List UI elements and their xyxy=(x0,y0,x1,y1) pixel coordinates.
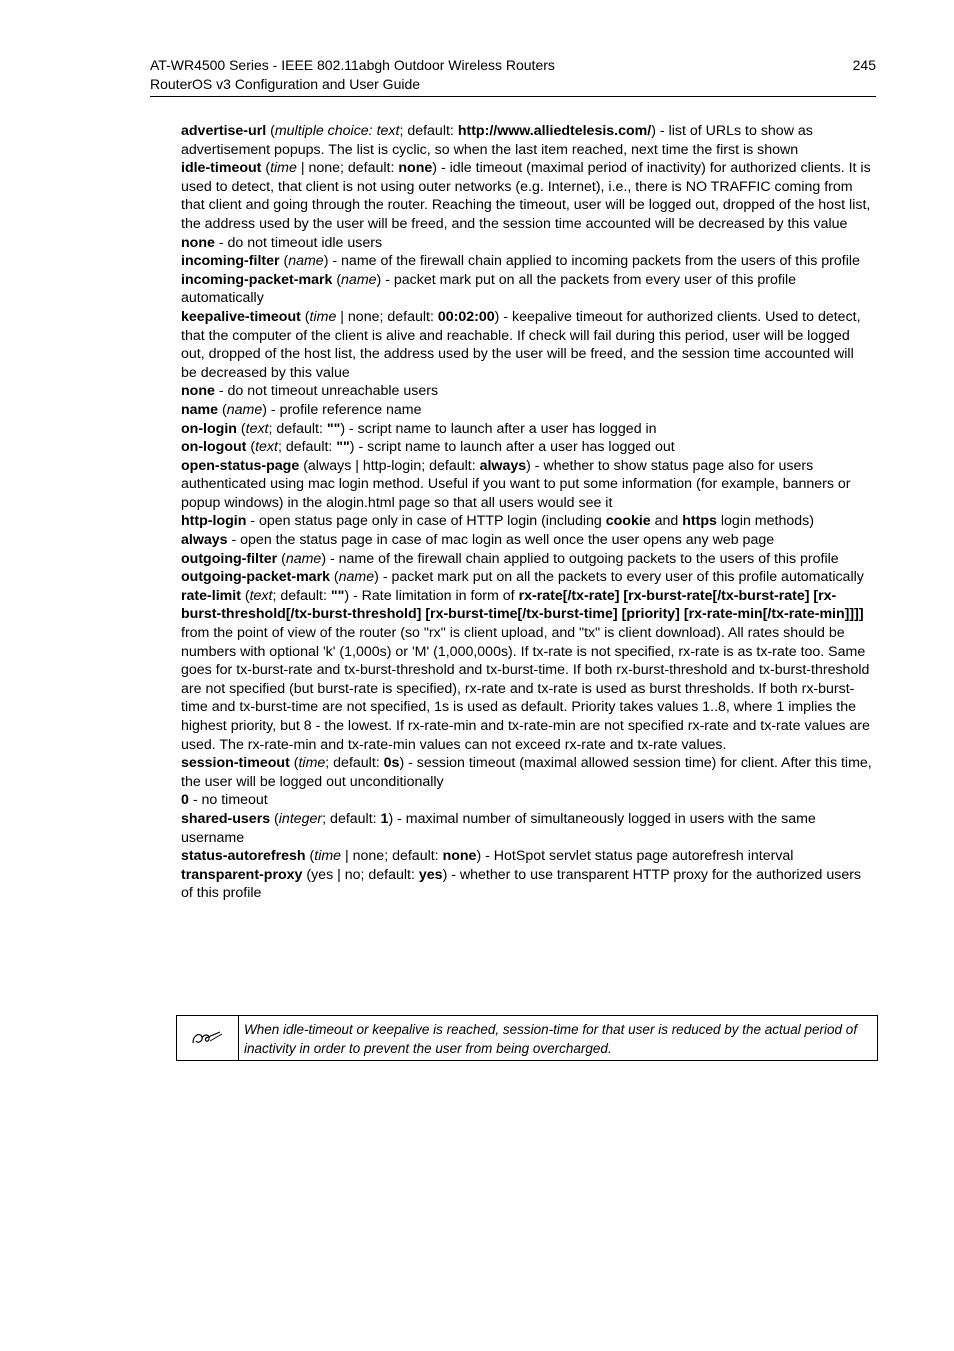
parameter-type: time xyxy=(298,755,326,772)
parameter-text: ( xyxy=(266,123,275,139)
parameter-text: - open the status page in case of mac login as well once the user opens any web page xyxy=(227,532,775,549)
parameter-term: shared-users xyxy=(181,810,271,827)
parameter-text: - no timeout xyxy=(188,792,268,809)
parameter-term: session-timeout xyxy=(181,755,290,772)
parameter-text: ( xyxy=(270,810,279,827)
header-divider xyxy=(150,96,876,97)
parameter-text: ( xyxy=(218,401,227,418)
parameter-term: idle-timeout xyxy=(181,160,262,177)
parameter-term: name xyxy=(181,401,219,418)
parameter-entry xyxy=(181,791,873,810)
parameter-text: ) - profile reference name xyxy=(262,401,422,418)
parameter-entry xyxy=(181,754,873,791)
parameter-term: "" xyxy=(330,587,345,604)
parameter-entry xyxy=(181,866,873,903)
parameter-term: outgoing-filter xyxy=(181,550,278,567)
parameter-text: ; default: xyxy=(325,755,384,772)
parameter-entry xyxy=(181,587,873,754)
parameter-term: outgoing-packet-mark xyxy=(181,569,330,586)
note-box xyxy=(176,1015,878,1061)
parameter-term: 00:02:00 xyxy=(437,308,495,325)
parameter-text: ( xyxy=(300,308,310,325)
parameter-term: none xyxy=(181,234,215,251)
parameter-text: (always | http-login; default: xyxy=(299,457,480,474)
parameter-term: "" xyxy=(326,420,341,437)
parameter-term: 0s xyxy=(383,755,400,772)
parameter-term: rx-rate[/tx-rate] [rx-burst-rate[/tx-burst-rate] [rx-burst-threshold[/tx-burst-threshold] [rx-burst-time[/tx-burst-time] [priority] [rx-rate-min[/tx-rate-min]]]] xyxy=(181,587,864,623)
parameter-text: ; default: xyxy=(268,420,327,437)
parameter-text: ( xyxy=(289,755,299,772)
parameter-text: ( xyxy=(329,569,339,586)
parameter-text: - do not timeout unreachable users xyxy=(214,383,439,400)
parameter-entry xyxy=(181,457,873,513)
parameter-text: ) - script name to launch after a user has logged in xyxy=(340,420,657,437)
parameter-text: ( xyxy=(279,253,289,270)
parameter-type: integer xyxy=(278,810,323,827)
parameter-term: incoming-packet-mark xyxy=(181,271,333,288)
parameter-text: ( xyxy=(332,271,342,288)
parameter-text: and xyxy=(650,513,683,530)
parameter-text: | none; default: xyxy=(296,160,399,177)
parameter-text: ; default: xyxy=(277,439,337,456)
parameter-term: advertise-url xyxy=(181,123,267,139)
pen-note-icon xyxy=(190,1029,226,1047)
parameter-text: | none; default: xyxy=(336,308,438,325)
parameter-entry xyxy=(181,847,873,866)
parameter-text: ) - whether to show status page also for users authenticated using mac login method. Useful if you want to put some information (for example, banners or popup windows) in the alogin.html page so that all users would see it xyxy=(181,457,851,511)
note-icon-cell xyxy=(177,1016,239,1060)
parameter-entry xyxy=(181,531,873,550)
parameter-text: ) - HotSpot servlet status page autorefresh interval xyxy=(476,848,794,865)
parameter-term: https xyxy=(682,513,717,530)
parameter-text: ; default: xyxy=(322,810,381,827)
parameter-entry xyxy=(181,122,873,159)
parameter-term: open-status-page xyxy=(181,457,300,474)
parameter-term: rate-limit xyxy=(181,587,241,604)
parameter-text: ( xyxy=(236,420,246,437)
parameter-entry xyxy=(181,234,873,253)
parameter-text: ) - idle timeout (maximal period of inactivity) for authorized clients. It is used to detect, that client is not using outer networks (e.g. Internet), i.e., there is NO TRAFFIC coming from that client and going through the router. Reaching the timeout, user will be logged out, dropped of the host list, the address used by the user will be freed, and the session time accounted will be decreased by this value xyxy=(181,160,871,232)
parameter-text: login methods) xyxy=(716,513,814,530)
parameter-text: ) - Rate limitation in form of xyxy=(344,587,519,604)
parameter-term: keepalive-timeout xyxy=(181,308,301,325)
parameter-term: none xyxy=(442,848,477,865)
parameter-term: "" xyxy=(336,439,350,456)
parameter-text: ; default: xyxy=(272,587,331,604)
parameter-term: none xyxy=(398,160,433,177)
parameter-term: on-logout xyxy=(181,439,247,456)
document-title: AT-WR4500 Series - IEEE 802.11abgh Outdoor Wireless Routers xyxy=(150,57,555,73)
parameter-text: ( xyxy=(240,587,250,604)
parameter-type: name xyxy=(288,253,324,270)
parameter-entry xyxy=(181,420,873,439)
parameter-type: name xyxy=(285,550,322,567)
parameter-term: always xyxy=(181,532,228,549)
parameter-entry xyxy=(181,382,873,401)
parameter-term: transparent-proxy xyxy=(181,866,303,883)
parameter-term: none xyxy=(181,383,215,400)
parameter-type: multiple choice: text xyxy=(274,123,400,139)
parameter-entry xyxy=(181,271,873,308)
parameter-term: incoming-filter xyxy=(181,253,280,270)
parameter-text: ( xyxy=(305,848,315,865)
parameter-entry xyxy=(181,438,873,457)
parameter-term: yes xyxy=(418,866,443,883)
parameter-text: ) - name of the firewall chain applied to outgoing packets to the users of this profile xyxy=(321,550,839,567)
parameter-text: - do not timeout idle users xyxy=(214,234,383,251)
page-number: 245 xyxy=(852,57,876,73)
parameter-text: (yes | no; default: xyxy=(302,866,419,883)
document-subtitle: RouterOS v3 Configuration and User Guide xyxy=(150,76,421,92)
parameter-text: from the point of view of the router (so "rx" is client upload, and "tx" is client download). All rates should be numbers with optional 'k' (1,000s) or 'M' (1,000,000s). If tx-rate is not specified, rx-rate is as tx-rate too. Same goes for tx-burst-rate and tx-burst-threshold and tx-burst-time. If both rx-burst-threshold and tx-burst-threshold are not specified (but burst-rate is specified), rx-rate and tx-rate is used as burst thresholds. If both rx-burst-time and tx-burst-time are not specified, 1s is used as default. Priority takes values 1..8, where 1 implies the highest priority, but 8 - the lowest. If rx-rate-min and tx-rate-min are not specified rx-rate and tx-rate values are used. The rx-rate-min and tx-rate-min values can not exceed rx-rate and tx-rate values. xyxy=(181,625,870,753)
parameter-entry xyxy=(181,810,873,847)
parameter-term: 1 xyxy=(380,810,389,827)
parameter-type: time xyxy=(309,308,337,325)
parameter-text: ) - session timeout (maximal allowed session time) for client. After this time, the user will be logged out unconditionally xyxy=(181,755,872,790)
parameter-entry xyxy=(181,512,873,531)
note-text: When idle-timeout or keepalive is reached, session-time for that user is reduced by the actual period of inactivity in order to prevent the user from being overcharged. xyxy=(244,1022,858,1056)
parameter-text: | none; default: xyxy=(341,848,443,865)
parameter-term: http://www.alliedtelesis.com/ xyxy=(457,123,652,139)
parameter-text: - open status page only in case of HTTP login (including xyxy=(246,513,606,530)
parameter-type: text xyxy=(245,420,269,437)
parameter-text: ( xyxy=(246,439,256,456)
parameter-type: time xyxy=(270,160,297,177)
parameter-type: name xyxy=(338,569,375,586)
parameter-term: http-login xyxy=(181,513,247,530)
parameter-term: on-login xyxy=(181,420,237,437)
parameter-text: ) - list of URLs to show as advertisement popups. The list is cyclic, so when the last item reached, next time the first is shown xyxy=(181,123,813,158)
parameter-text: ) - script name to launch after a user has logged out xyxy=(349,439,675,456)
parameter-text: ( xyxy=(261,160,271,177)
parameter-term: status-autorefresh xyxy=(181,848,306,865)
parameter-text: ) - packet mark put on all the packets to every user of this profile automatically xyxy=(374,569,864,586)
parameter-term: always xyxy=(479,457,527,474)
parameter-entry xyxy=(181,401,873,420)
parameter-term: cookie xyxy=(605,513,651,530)
parameter-text: ) - whether to use transparent HTTP proxy for the authorized users of this profile xyxy=(181,866,862,902)
parameter-text: ) - packet mark put on all the packets from every user of this profile automatically xyxy=(181,271,797,307)
parameter-text: ) - keepalive timeout for authorized clients. Used to detect, that the computer of the client is alive and reachable. If check will fail during this period, user will be logged out, dropped of the host list, the address used by the user will be freed, and the session time accounted will be decreased by this value xyxy=(181,308,861,381)
parameter-text: ( xyxy=(277,550,286,567)
parameter-type: name xyxy=(226,401,263,418)
parameter-text: ) - name of the firewall chain applied to incoming packets from the users of this profile xyxy=(323,253,860,270)
parameter-type: text xyxy=(249,587,273,604)
parameter-type: name xyxy=(341,271,377,288)
parameter-term: 0 xyxy=(181,792,189,809)
parameter-text: ; default: xyxy=(399,123,458,139)
parameter-entry xyxy=(181,568,873,587)
parameter-entry xyxy=(181,252,873,271)
parameter-entry xyxy=(181,308,873,382)
parameter-entry xyxy=(181,550,873,569)
page-header xyxy=(150,56,876,94)
parameter-entry xyxy=(181,159,873,233)
parameter-list xyxy=(181,122,873,903)
parameter-type: text xyxy=(255,439,278,456)
parameter-type: time xyxy=(314,848,342,865)
parameter-text: ) - maximal number of simultaneously logged in users with the same username xyxy=(181,810,816,846)
